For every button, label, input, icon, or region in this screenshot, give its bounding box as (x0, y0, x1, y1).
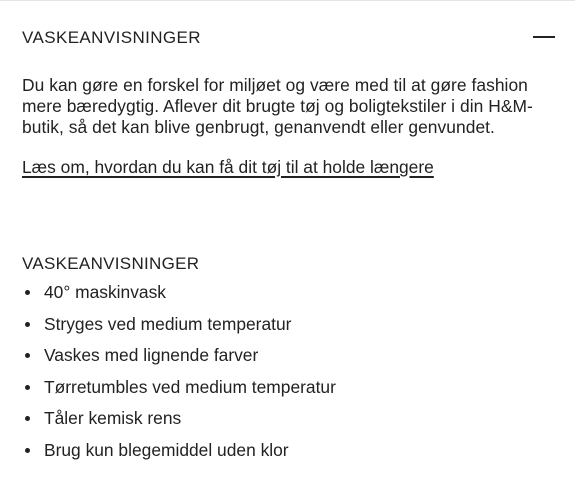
bullet-icon (25, 448, 30, 453)
list-item (22, 345, 336, 377)
list-item (22, 314, 336, 346)
bullet-icon (25, 416, 30, 421)
accordion-header-care-instructions[interactable] (22, 0, 555, 74)
care-item-label: Brug kun blegemiddel uden klor (44, 439, 289, 460)
minus-icon[interactable] (533, 26, 555, 48)
list-item (22, 282, 336, 314)
bullet-icon (25, 353, 30, 358)
bullet-icon (25, 385, 30, 390)
accordion-title: VASKEANVISNINGER (22, 27, 201, 47)
care-item-label: Stryges ved medium temperatur (44, 313, 292, 334)
bullet-icon (25, 290, 30, 295)
list-item (22, 377, 336, 409)
sustainability-description: Du kan gøre en forskel for miljøet og være med til at gøre fashion mere bæredygtig. Aflever dit brugte tøj og boligtekstiler i din H&M-butik, så det kan blive genbrugt, genanvendt eller genvundet. (22, 75, 533, 137)
care-item-label: Tåler kemisk rens (44, 408, 182, 428)
care-guide-link[interactable]: Læs om, hvordan du kan få dit tøj til at holde længere (22, 157, 434, 177)
list-item (22, 408, 336, 440)
care-item-label: Vaskes med lignende farver (44, 345, 259, 365)
care-instructions-list (22, 282, 336, 471)
care-item-label: 40° maskinvask (44, 282, 166, 302)
accordion-content (22, 75, 562, 178)
care-item-label: Tørretumbles ved medium temperatur (44, 376, 336, 397)
bullet-icon (25, 322, 30, 327)
care-instructions-heading: VASKEANVISNINGER (22, 254, 200, 273)
list-item (22, 440, 336, 472)
